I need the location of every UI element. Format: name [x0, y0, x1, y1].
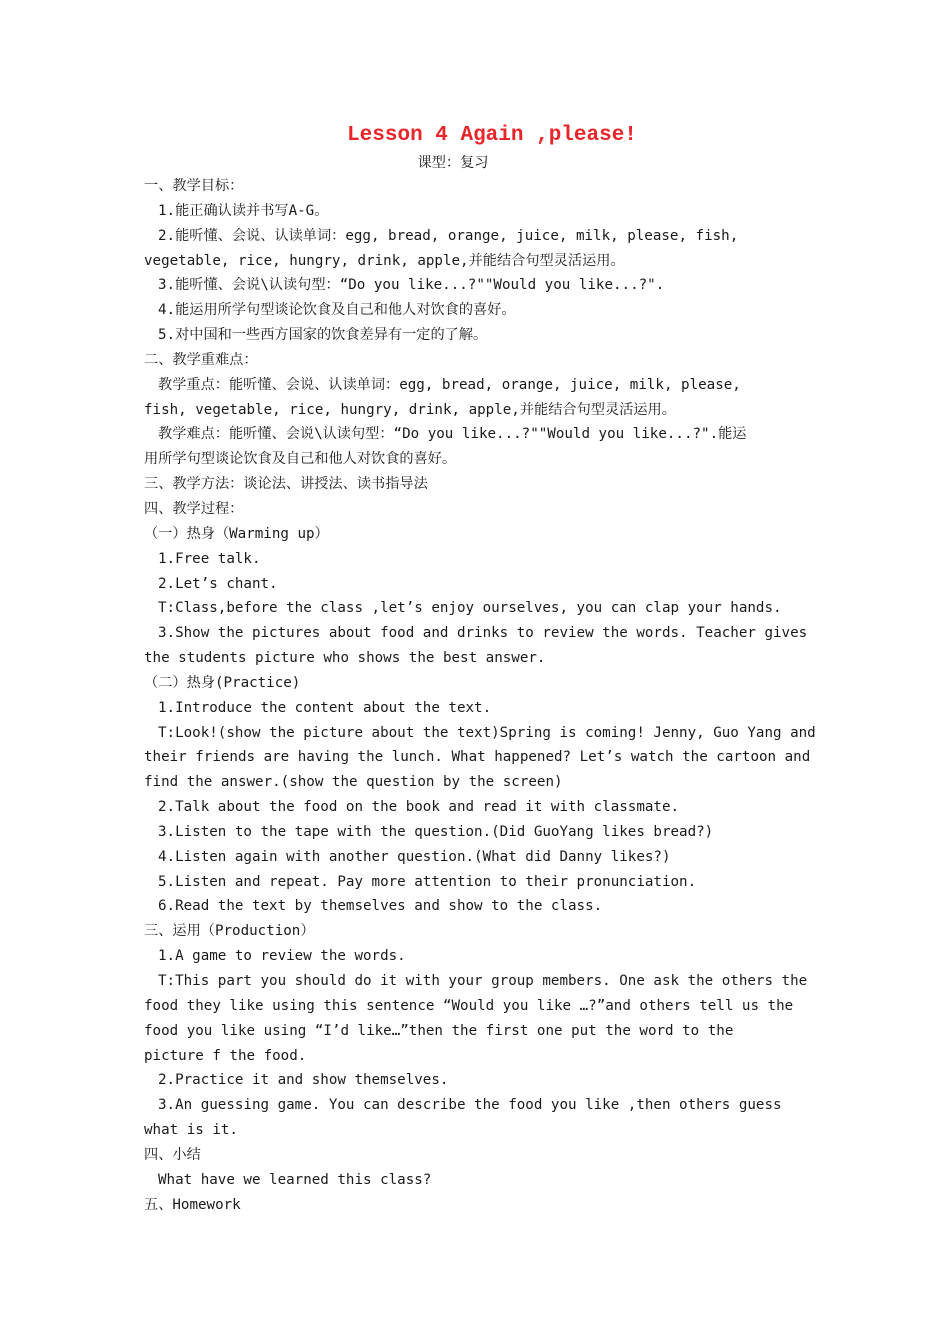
text-line: picture f the food.: [144, 1047, 307, 1064]
text-line: food you like using “I’d like…”then the first one put the word to the: [144, 1022, 734, 1039]
text-line: 3.An guessing game. You can describe the food you like ,then others guess: [158, 1097, 782, 1114]
text-line: 3.Listen to the tape with the question.(Did GuoYang likes bread?): [158, 823, 714, 840]
text-line: their friends are having the lunch. What happened? Let’s watch the cartoon and: [144, 749, 811, 766]
text-line: 5.对中国和一些西方国家的饮食差异有一定的了解。: [158, 327, 488, 344]
text-line: 1.Introduce the content about the text.: [158, 699, 492, 716]
text-line: vegetable, rice, hungry, drink, apple,并能结合句型灵活运用。: [144, 252, 625, 269]
text-line: 4.能运用所学句型谈论饮食及自己和他人对饮食的喜好。: [158, 302, 516, 319]
text-line: T:Class,before the class ,let’s enjoy ourselves, you can clap your hands.: [158, 600, 782, 617]
text-line: 五、Homework: [144, 1196, 241, 1213]
text-line: 2.Practice it and show themselves.: [158, 1072, 449, 1089]
lesson-title: Lesson 4 Again ,please!: [347, 124, 637, 147]
text-line: （一）热身（Warming up）: [144, 525, 329, 542]
text-line: 一、教学目标：: [144, 178, 244, 194]
text-line: What have we learned this class?: [158, 1171, 432, 1188]
lesson-type: 课型：复习: [417, 155, 489, 171]
text-line: 二、教学重难点：: [144, 351, 258, 368]
text-line: 四、教学过程：: [144, 500, 244, 517]
text-line: 2.能听懂、会说、认读单词：egg, bread, orange, juice, milk, please, fish,: [158, 227, 739, 244]
lesson-plan-body: [144, 174, 824, 1217]
text-line: 2.Let’s chant.: [158, 575, 278, 592]
text-line: 三、教学方法：谈论法、讲授法、读书指导法: [144, 476, 428, 493]
text-line: 3.Show the pictures about food and drinks to review the words. Teacher gives: [158, 625, 808, 642]
text-line: what is it.: [144, 1122, 238, 1139]
text-line: 1.A game to review the words.: [158, 948, 406, 965]
text-line: 1.能正确认读并书写A-G。: [158, 202, 329, 219]
text-line: 2.Talk about the food on the book and read it with classmate.: [158, 799, 680, 816]
text-line: 6.Read the text by themselves and show to the class.: [158, 898, 603, 915]
text-line: 教学难点：能听懂、会说\认读句型：“Do you like...?""Would you like...?".能运: [158, 426, 747, 443]
text-line: find the answer.(show the question by the screen): [144, 774, 563, 791]
text-line: 1.Free talk.: [158, 550, 261, 567]
text-line: 3.能听懂、会说\认读句型：“Do you like...?""Would you like...?".: [158, 277, 665, 294]
text-line: 5.Listen and repeat. Pay more attention to their pronunciation.: [158, 873, 697, 890]
text-line: T:Look!(show the picture about the text)Spring is coming! Jenny, Guo Yang and: [158, 724, 816, 741]
text-line: 用所学句型谈论饮食及自己和他人对饮食的喜好。: [144, 451, 457, 468]
text-line: （二）热身(Practice): [144, 674, 301, 691]
text-line: T:This part you should do it with your group members. One ask the others the: [158, 973, 808, 989]
text-line: 四、小结: [144, 1146, 201, 1163]
text-line: 教学重点：能听懂、会说、认读单词：egg, bread, orange, juice, milk, please,: [158, 376, 741, 393]
text-line: fish, vegetable, rice, hungry, drink, apple,并能结合句型灵活运用。: [144, 401, 676, 418]
text-line: the students picture who shows the best answer.: [144, 650, 546, 667]
text-line: 4.Listen again with another question.(What did Danny likes?): [158, 848, 671, 865]
text-line: food they like using this sentence “Would you like …?”and others tell us the: [144, 997, 794, 1014]
text-line: 三、运用（Production）: [144, 923, 315, 940]
